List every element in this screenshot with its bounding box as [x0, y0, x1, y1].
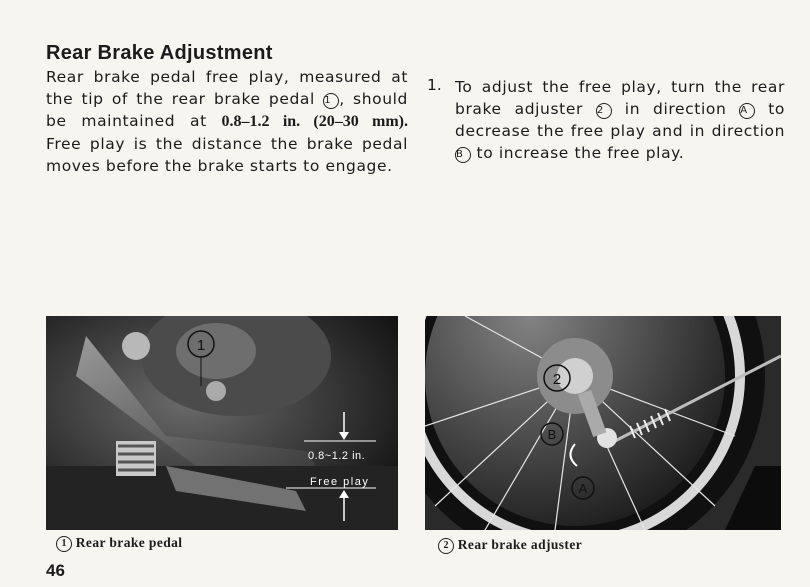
direction-a-label: A [578, 481, 588, 496]
page-number: 46 [46, 561, 65, 580]
paragraph-line [455, 98, 785, 120]
paragraph-text: be maintained at [46, 112, 222, 130]
paragraph-line [455, 142, 785, 164]
measurement-label: 0.8~1.2 in. [308, 450, 366, 462]
pedal-illustration [46, 316, 398, 530]
paragraph-text: , should [339, 90, 408, 108]
direction-a-mark: A [739, 103, 755, 119]
caption-mark: 2 [438, 538, 454, 554]
adjuster-illustration [425, 316, 781, 530]
step-number: 1. [427, 76, 442, 94]
pedal-callout-mark: 1 [323, 93, 339, 109]
free-play-label: Free play [310, 476, 370, 488]
caption-text: Rear brake adjuster [457, 537, 583, 552]
figure1-caption [56, 535, 182, 552]
direction-b-label: B [547, 427, 557, 442]
paragraph-line: decrease the free play and in direction [455, 122, 785, 140]
paragraph-line [46, 88, 408, 110]
paragraph-text: in direction [611, 100, 740, 118]
free-play-spec: 0.8–1.2 in. (20–30 mm). [221, 113, 408, 130]
paragraph-line: moves before the brake starts to engage. [46, 157, 393, 175]
adjuster-callout-label: 2 [552, 371, 562, 388]
paragraph-line [46, 110, 408, 133]
section-title: Rear Brake Adjustment [46, 42, 273, 64]
rear-brake-pedal-photo [46, 316, 398, 530]
paragraph-text: brake adjuster [455, 100, 596, 118]
caption-text: Rear brake pedal [75, 535, 183, 550]
paragraph-text: to [755, 100, 785, 118]
paragraph-text: the tip of the rear brake pedal [46, 90, 324, 108]
rear-brake-adjuster-photo [425, 316, 781, 530]
pedal-free-play-paragraph [46, 66, 408, 177]
paragraph-line: Rear brake pedal free play, measured at [46, 68, 408, 86]
paragraph-line: Free play is the distance the brake pedal [46, 135, 408, 153]
pedal-callout-label: 1 [196, 337, 206, 354]
caption-mark: 1 [56, 536, 72, 552]
adjust-step-paragraph [455, 76, 785, 164]
adjuster-callout-mark: 2 [596, 103, 612, 119]
direction-b-mark: B [455, 147, 471, 163]
paragraph-text: to increase the free play. [471, 144, 685, 162]
figure2-caption [438, 537, 582, 554]
paragraph-line: To adjust the free play, turn the rear [455, 78, 785, 96]
